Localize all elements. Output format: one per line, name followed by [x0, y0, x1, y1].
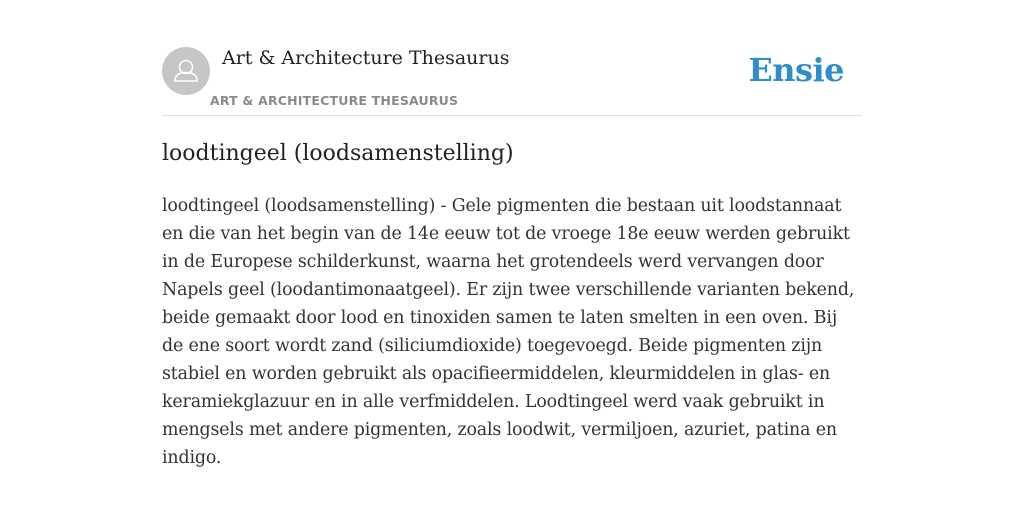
entry-card	[162, 0, 862, 512]
source-title[interactable]: Art & Architecture Thesaurus	[222, 47, 510, 69]
brand-logo[interactable]: Ensie	[748, 51, 844, 89]
user-placeholder-icon	[162, 47, 210, 95]
definition-text: loodtingeel (loodsamenstelling) - Gele pigmenten die bestaan uit loodstannaat en die van het begin van de 14e eeuw tot de vroege 18e eeuw werden gebruikt in de Europese schilderkunst, waarna het grotendeels werd vervangen door Napels geel (loodantimonaatgeel). Er zijn twee verschillende varianten bekend, beide gemaakt door lood en tinoxiden samen te laten smelten in een oven. Bij de ene soort wordt zand (siliciumdioxide) toegevoegd. Beide pigmenten zijn stabiel en worden gebruikt als opacifieermiddelen, kleurmiddelen in glas- en keramiekglazuur en in alle verfmiddelen. Loodtingeel werd vaak gebruikt in mengsels met andere pigmenten, zoals loodwit, vermiljoen, azuriet, patina en indigo.	[162, 196, 855, 468]
avatar[interactable]	[162, 47, 210, 95]
page-title: loodtingeel (loodsamenstelling)	[162, 141, 514, 166]
header-divider	[162, 115, 862, 116]
source-subtitle[interactable]: ART & ARCHITECTURE THESAURUS	[210, 93, 459, 108]
